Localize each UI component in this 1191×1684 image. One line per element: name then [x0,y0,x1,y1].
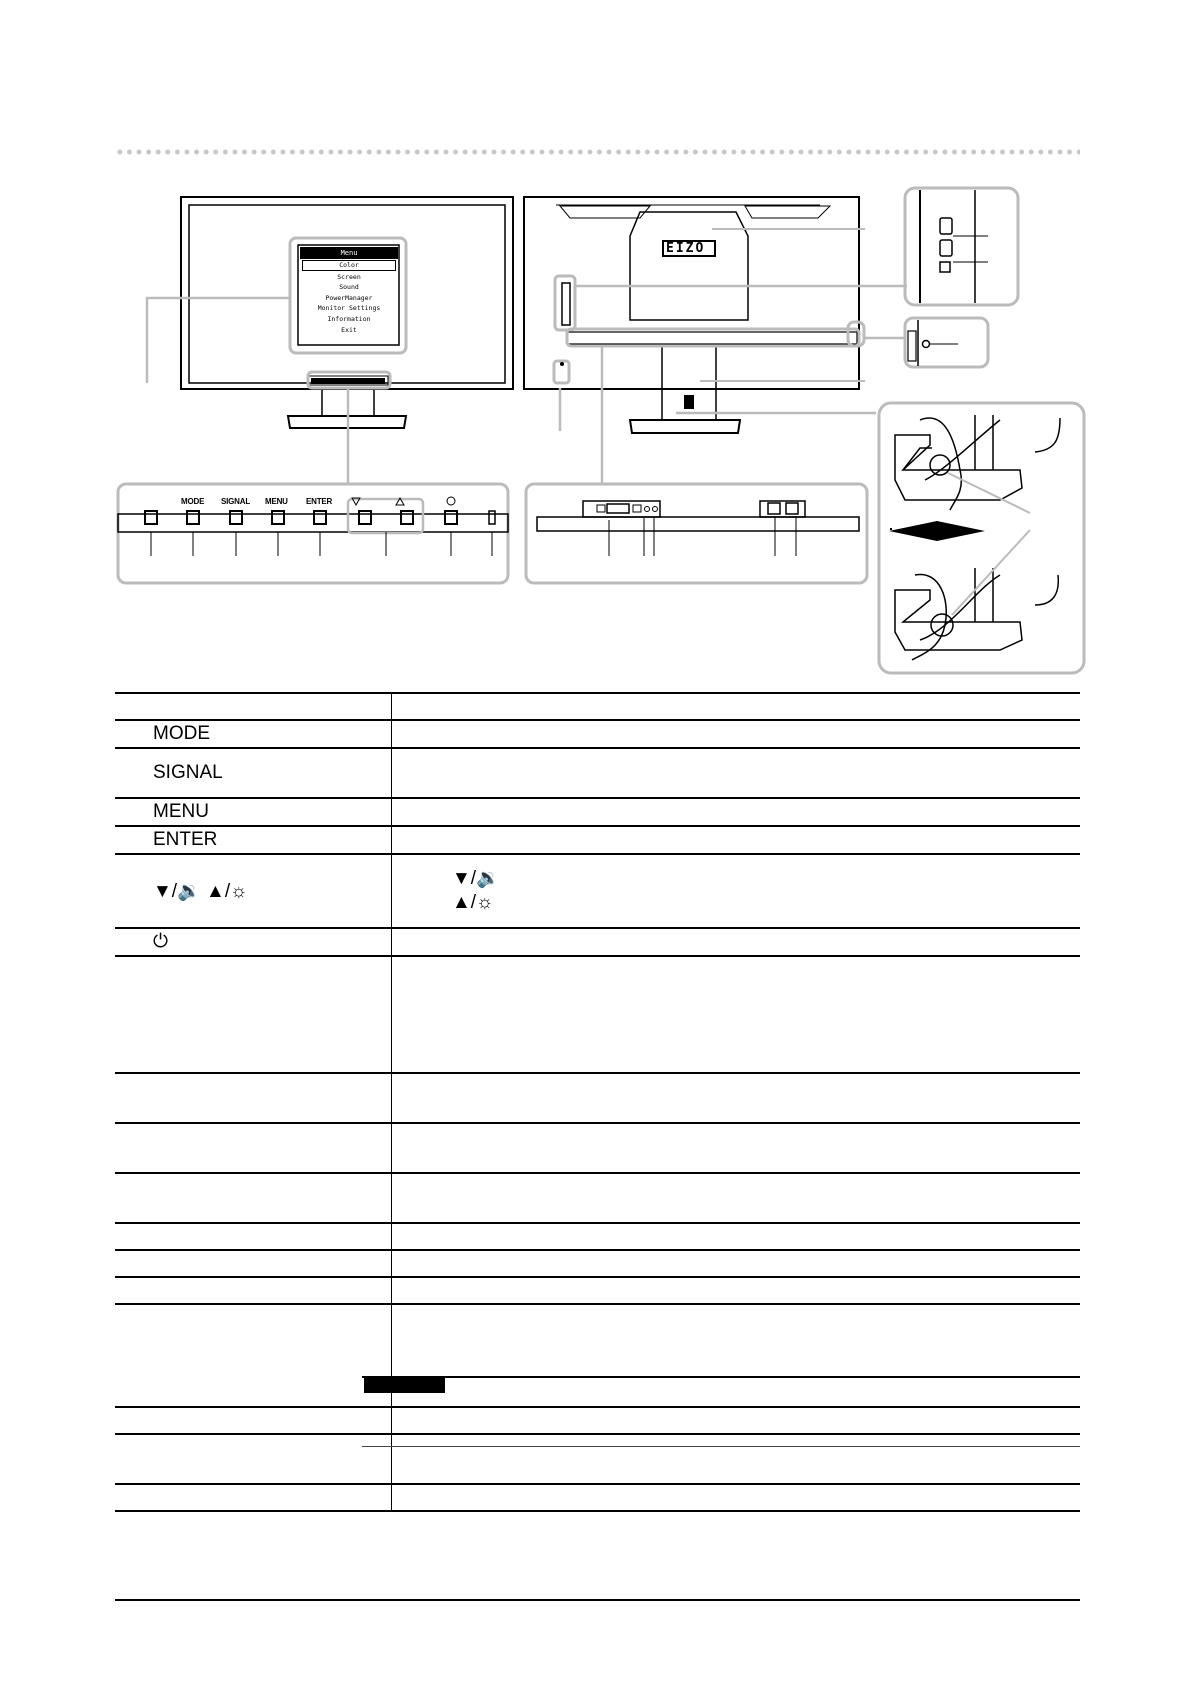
brightness-line: ▲/☼ [452,892,494,913]
side-ports-callout [905,188,1018,305]
table-row [115,1304,1080,1407]
attention-bottom-rule [362,1446,1080,1447]
table-cell [115,1484,392,1511]
table-cell [392,1073,1081,1123]
volume-brightness-label-cell [115,854,392,928]
table-cell [392,1277,1081,1304]
table-cell [392,1250,1081,1277]
row-label: MODE [153,723,210,744]
table-row [115,1073,1080,1123]
osd-item-color: Color [302,260,396,271]
table-cell [115,1173,392,1223]
mode-button-label: MODE [181,497,205,506]
osd-item-exit: Exit [341,325,357,334]
table-cell [392,1434,1081,1484]
table-cell [392,720,1081,748]
table-row [115,693,1080,720]
osd-menu [300,247,398,343]
table-cell [392,928,1081,956]
table-cell [392,956,1081,1073]
table-cell [115,1223,392,1250]
row-label: ENTER [153,829,218,850]
table-row [115,1223,1080,1250]
cable-clip [684,395,694,409]
attention-top-rule [362,1376,1080,1378]
osd-menu-title: Menu [300,247,398,259]
table-cell [115,1277,392,1304]
row-label: SIGNAL [153,762,223,783]
table-cell [115,1073,392,1123]
volume-line: ▼/🔉 [452,868,500,889]
table-cell [115,1407,392,1434]
table-row [115,720,1080,748]
table-row [115,1407,1080,1434]
osd-item-screen: Screen [337,272,361,281]
power-label-cell [115,928,392,956]
osd-item-information: Information [327,314,371,323]
table-cell [392,1407,1081,1434]
footer-rule [115,1599,1080,1601]
monitor-illustration [0,0,1191,680]
table-row [115,1173,1080,1223]
table-cell [392,798,1081,826]
power-icon: ⏻ [153,931,169,952]
bottom-ports-callout [526,484,867,583]
osd-item-sound: Sound [339,283,359,292]
cable-holder-callout [879,403,1084,673]
power-icon [447,497,455,505]
table-row [115,854,1080,928]
table-row [115,798,1080,826]
table-cell [115,1123,392,1173]
row-label: ▼/🔉 ▲/☼ [153,881,248,902]
enter-label-cell [115,826,392,854]
swap-arrow-icon [889,521,985,541]
table-cell [392,1304,1081,1407]
table-row [115,928,1080,956]
table-cell [115,693,392,720]
row-label: MENU [153,801,209,822]
table-row [115,1484,1080,1511]
table-row [115,748,1080,798]
table-row [115,956,1080,1073]
brand-logo: EIZO [666,241,706,256]
monitor-diagram [0,0,1191,680]
signal-label-cell [115,748,392,798]
signal-button-label: SIGNAL [221,497,251,506]
menu-label-cell [115,798,392,826]
table-cell [392,1123,1081,1173]
table-cell [392,748,1081,798]
menu-button-label: MENU [265,497,288,506]
parts-table [115,692,1080,1512]
table-cell [115,1304,392,1407]
table-cell [392,1173,1081,1223]
enter-button-label: ENTER [306,497,333,506]
table-cell [115,1250,392,1277]
table-row [115,1250,1080,1277]
table-row [115,1434,1080,1484]
table-cell [115,1434,392,1484]
back-stand-base [630,420,740,433]
front-button-strip [311,378,385,384]
osd-item-powermanager: PowerManager [325,293,373,302]
table-cell [392,1223,1081,1250]
attention-badge [364,1378,445,1393]
osd-item-monitor-settings: Monitor Settings [317,304,381,313]
table-cell [392,1484,1081,1511]
table-cell [392,826,1081,854]
table-cell [392,693,1081,720]
table-row [115,1123,1080,1173]
table-row [115,826,1080,854]
table-row [115,1277,1080,1304]
volume-brightness-desc-cell [392,854,1081,928]
table-cell [115,956,392,1073]
mode-label-cell [115,720,392,748]
